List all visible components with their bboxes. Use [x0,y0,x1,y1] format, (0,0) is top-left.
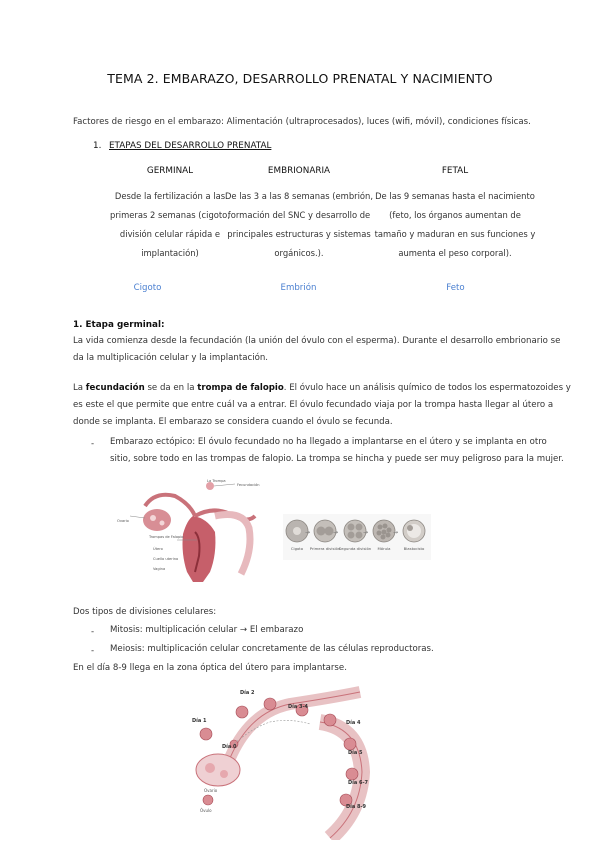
stage-head-germinal: GERMINAL [146,166,194,176]
bullet-dash: - [91,627,95,637]
fig3-label: Día 0 [222,744,237,750]
fig1-label: Trompas de Falopio [149,535,184,539]
desc-line: aumenta el peso corporal). [398,248,512,258]
fig3-label: Día 1 [192,718,207,724]
mitosis-item: Mitosis: multiplicación celular → El embarazo [110,625,304,635]
text-line: donde se implanta. El embarazo se considera cuando el óvulo se fecunda. [73,417,393,427]
desc-line: tamaño y maduran en sus funciones y [374,229,536,239]
text-run: . El óvulo hace un análisis químico de todos los espermatozoides y [283,383,571,393]
bullet-dash: - [91,646,95,656]
desc-line: (feto, los órganos aumentan de [389,210,521,220]
uterine-wall-shape [215,515,250,575]
fig3-label: Día 6-7 [348,780,369,786]
desc-line: orgánicos.). [274,248,324,258]
arrow-icon: → [333,529,339,536]
fig1-label: Útero [153,547,163,551]
arrow-icon: → [363,529,369,536]
divisions-heading: Dos tipos de divisiones celulares: [73,607,217,617]
cell-stage [264,698,276,710]
desc-line: Desde la fertilización a las [114,191,226,201]
cell-division-figure [283,514,431,560]
fecundation-dot [206,482,214,490]
cell-stage [200,728,212,740]
fig3-label: Óvulo [200,808,212,813]
desc-line: De las 9 semanas hasta el nacimiento [375,191,535,201]
text-run: La [73,383,86,393]
text-line: da la multiplicación celular y la implantación. [73,353,269,363]
stage-desc-embrionaria [214,187,384,263]
cell-stage [236,706,248,718]
stage-desc-fetal [370,187,540,263]
text-line: Embarazo ectópico: El óvulo fecundado no ha llegado a implantarse en el útero y se implanta en otro [110,437,547,447]
implantation-note: En el día 8-9 llega en la zona óptica del útero para implantarse. [73,663,347,673]
follicle-shape [205,763,215,773]
link-feto[interactable]: Feto [446,283,465,293]
text-line [73,380,571,397]
ovule-shape [160,521,165,526]
ovary-shape [143,509,171,531]
text-run: se da en la [144,383,198,393]
fig3-label: Día 8-9 [346,804,367,810]
stage-head-embrionaria: EMBRIONARIA [267,166,331,176]
bullet-dash: - [91,439,95,449]
fig1-label: La Trompa [207,479,226,483]
cell-stage [324,714,336,726]
link-cigoto[interactable]: Cigoto [133,283,162,293]
desc-line: principales estructuras y sistemas [227,229,371,239]
follicle-shape [220,770,228,778]
leader-line [214,484,235,486]
term-trompa: trompa de falopio [197,383,284,393]
ovary-shape [196,754,240,786]
fig2-label: Cigoto [290,546,304,551]
intro-paragraph: Factores de riesgo en el embarazo: Alimentación (ultraprocesados), luces (wifi, móvil), condiciones físicas. [73,117,531,127]
fig3-label: Día 4 [346,720,361,726]
fig3-label: Día 2 [240,690,255,696]
ectopic-item [110,434,564,468]
fig1-label: Vagina [153,567,166,571]
fig2-label: Segunda división [338,546,372,551]
text-line: sitio, sobre todo en las trompas de falopio. La trompa se hincha y puede ser muy peligroso para la mujer. [110,454,564,464]
fig1-label: Ovario [117,519,129,523]
fig3-label: Día 3-4 [288,704,309,710]
fig1-label: Cuello uterino [153,557,179,561]
fig2-label: Blastocisto [403,546,425,551]
fig2-label: Mórula [377,546,391,551]
section-heading [93,141,271,151]
term-fecundacion: fecundación [85,383,145,393]
fig3-label: Día 5 [348,750,363,756]
ovum-journey-figure [170,682,385,840]
text-line: es este el que permite que entre cuál va a entrar. El óvulo fecundado viaja por la trompa hasta llegar al útero a [73,400,554,410]
page-title: TEMA 2. EMBARAZO, DESARROLLO PRENATAL Y NACIMIENTO [107,71,493,86]
leader-line [130,516,145,518]
desc-line: primeras 2 semanas (cigoto, [110,210,230,220]
arrow-icon: → [393,529,399,536]
stage-head-fetal: FETAL [441,166,469,176]
fig1-label: Fecundación [237,483,260,487]
fig3-label: Ovario [204,788,218,793]
germinal-p2 [73,380,571,431]
desc-line: implantación) [141,248,199,258]
fig2-label: Primera división [309,546,341,551]
link-embrion[interactable]: Embrión [280,283,317,293]
germinal-p1 [73,333,560,367]
ovule-shape [150,515,156,521]
cell-stage [203,795,213,805]
cell-stage [373,520,395,542]
cell-stage [344,738,356,750]
cell-stage [346,768,358,780]
cell-stage [403,520,425,542]
meiosis-item: Meiosis: multiplicación celular concretamente de las células reproductoras. [110,644,434,654]
section-label: ETAPAS DEL DESARROLLO PRENATAL [109,141,272,151]
reproductive-anatomy-figure [115,476,265,584]
desc-line: formación del SNC y desarrollo de [227,210,371,220]
text-line: La vida comienza desde la fecundación (la unión del óvulo con el esperma). Durante el desarrollo embrionario se [73,336,561,346]
arrow-icon: → [305,529,311,536]
section-number: 1. [93,141,102,151]
germinal-heading: 1. Etapa germinal: [73,320,165,330]
desc-line: De las 3 a las 8 semanas (embrión, [224,191,374,201]
desc-line: división celular rápida e [119,229,221,239]
